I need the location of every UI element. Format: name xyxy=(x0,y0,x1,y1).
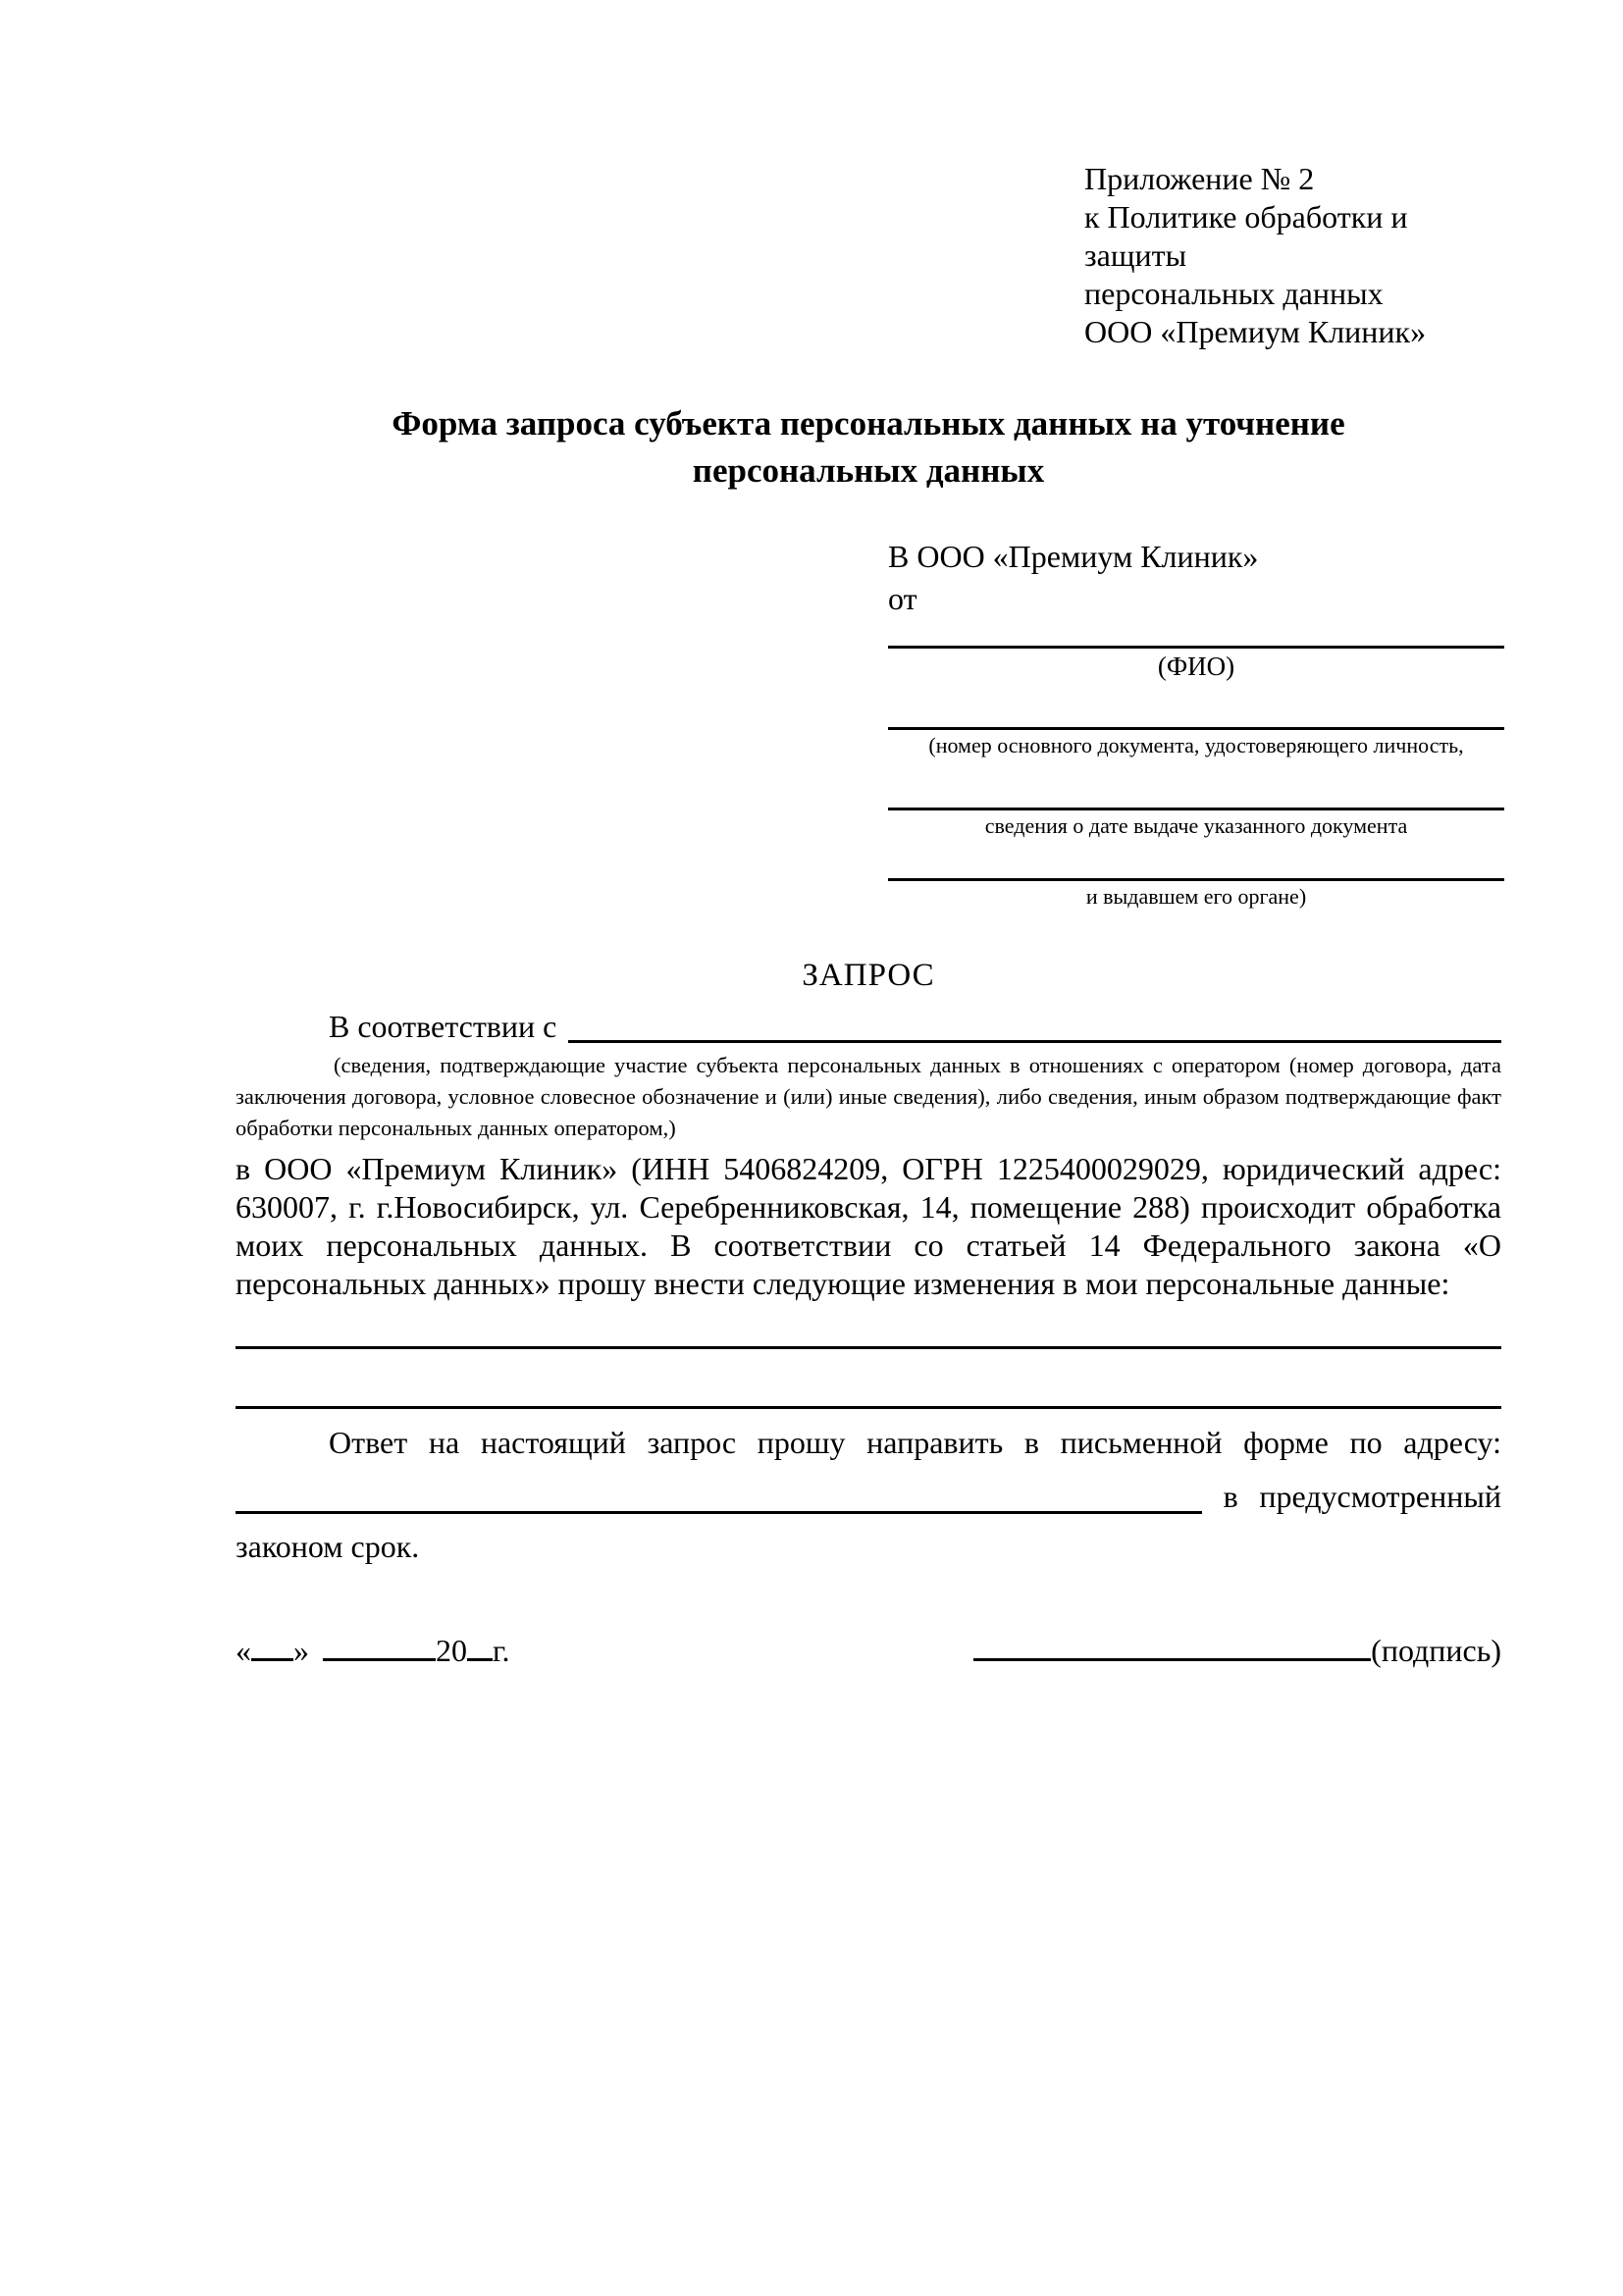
appendix-line: к Политике обработки и защиты xyxy=(1084,199,1408,273)
signature-field-line[interactable] xyxy=(973,1629,1371,1661)
document-issue-date-caption: сведения о дате выдаче указанного документа xyxy=(984,813,1408,838)
date-year-prefix: 20 xyxy=(436,1633,467,1668)
form-title xyxy=(236,400,1501,495)
appendix-line: Приложение № 2 xyxy=(1084,161,1315,196)
signature-caption: (подпись) xyxy=(1371,1633,1501,1668)
reply-paragraph-line-3: законом срок. xyxy=(236,1529,420,1564)
date-close-quote: » xyxy=(293,1633,309,1668)
date-month-field-line[interactable] xyxy=(323,1629,436,1661)
reply-word-v: в xyxy=(1223,1479,1238,1514)
appendix-block xyxy=(1084,160,1501,351)
changes-field-line-2[interactable] xyxy=(236,1349,1501,1409)
document-number-field-line[interactable] xyxy=(888,684,1504,730)
document-number-caption: (номер основного документа, удостоверяющего личность, xyxy=(928,733,1464,757)
form-title-line-1: Форма запроса субъекта персональных данных на уточнение xyxy=(392,404,1345,443)
fio-field-line[interactable] xyxy=(888,620,1504,649)
appendix-line: ООО «Премиум Клиник» xyxy=(1084,314,1427,349)
document-issuer-field-line[interactable] xyxy=(888,841,1504,881)
addressee-block xyxy=(888,536,1504,912)
fio-caption: (ФИО) xyxy=(1157,652,1235,681)
date-field xyxy=(236,1629,510,1671)
document-issuer-caption: и выдавшем его органе) xyxy=(1085,884,1307,909)
reply-word-predusmotrennyj: предусмотренный xyxy=(1259,1479,1501,1514)
basis-prefix: В соответствии с xyxy=(329,1009,557,1044)
request-heading: ЗАПРОС xyxy=(802,958,935,993)
date-year-suffix: г. xyxy=(493,1633,510,1668)
form-title-line-2: персональных данных xyxy=(692,451,1045,490)
reply-paragraph-line-2 xyxy=(236,1470,1501,1521)
basis-row xyxy=(236,1006,1501,1048)
addressee-company: В ООО «Премиум Клиник» xyxy=(888,539,1259,574)
appendix-line: персональных данных xyxy=(1084,276,1384,311)
reply-address-field-line[interactable] xyxy=(236,1470,1202,1514)
reply-paragraph-line-1: Ответ на настоящий запрос прошу направить в письменной форме по адресу: xyxy=(329,1425,1501,1460)
document-content xyxy=(236,160,1501,1671)
date-day-field-line[interactable] xyxy=(251,1629,293,1661)
from-label: от xyxy=(888,581,917,616)
basis-field-line[interactable] xyxy=(568,1040,1501,1043)
signature-field xyxy=(973,1629,1501,1671)
document-issue-date-field-line[interactable] xyxy=(888,760,1504,810)
date-year-field-line[interactable] xyxy=(467,1629,493,1661)
date-open-quote: « xyxy=(236,1633,251,1668)
body-paragraph: в ООО «Премиум Клиник» (ИНН 5406824209, ОГРН 1225400029029, юридический адрес: 630007, г. г.Новосибирск, ул. Серебренниковская, 14, помещение 288) происходит обработка моих персональных данных. В соответствии со статьей 14 Федерального закона «О персональных данных» прошу внести следующие изменения в мои персональные данные: xyxy=(236,1151,1501,1301)
changes-field-line-1[interactable] xyxy=(236,1303,1501,1349)
basis-explanation-note: (сведения, подтверждающие участие субъекта персональных данных в отношениях с оператором (номер договора, дата заключения договора, условное словесное обозначение и (или) иные сведения), либо сведения, иным образом подтверждающие факт обработки персональных данных оператором,) xyxy=(236,1053,1501,1140)
footer-row xyxy=(236,1629,1501,1671)
